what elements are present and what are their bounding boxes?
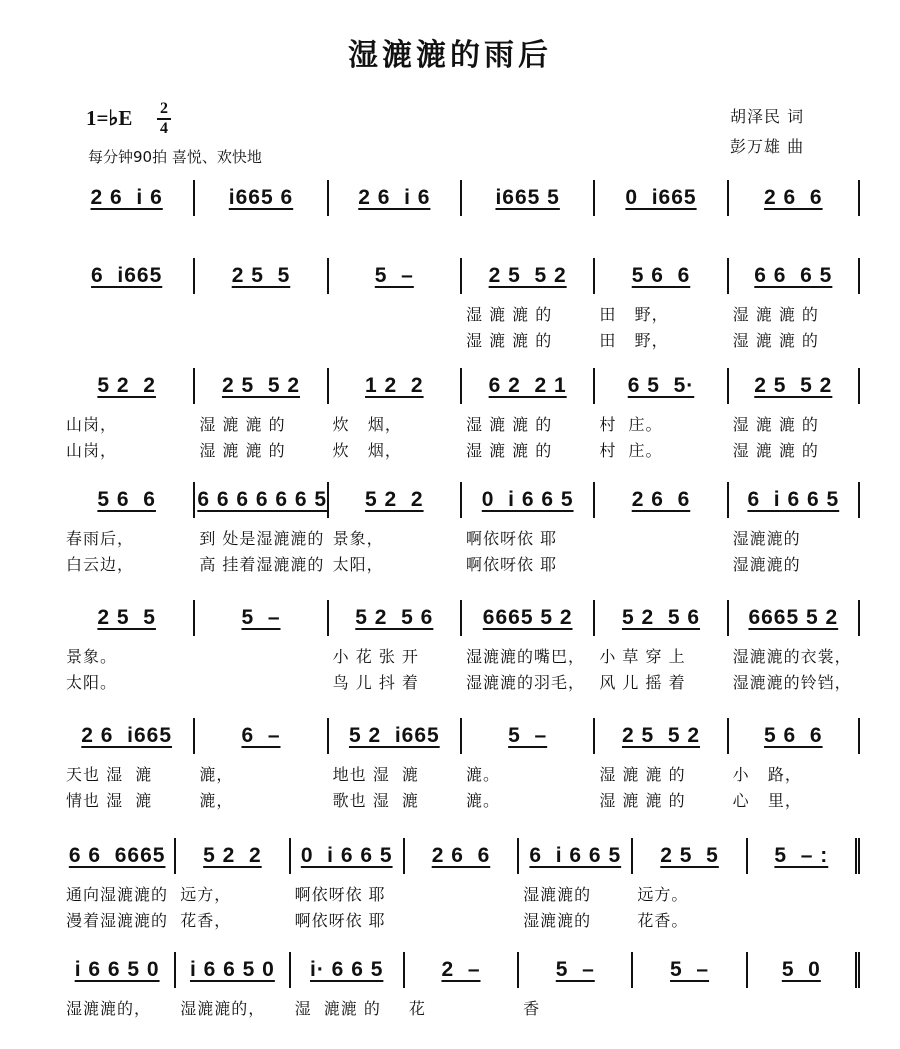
measure — [727, 180, 860, 216]
lyric-text: 小 草 穿 上 — [599, 647, 686, 666]
lyrics-verse-1 — [60, 996, 868, 1018]
measure-notes: 5 6 6 — [97, 488, 156, 511]
measure — [727, 258, 860, 294]
lyric-text: 花香。 — [637, 911, 689, 930]
measure — [193, 718, 326, 754]
lyric-text: 湿漉漉的铃铛， — [732, 673, 852, 692]
measure-notes: 5 – — [374, 264, 414, 287]
lyric-text: 村 庄。 — [599, 441, 663, 460]
measure-notes: 6 6 6665 — [68, 844, 166, 867]
measure — [460, 180, 593, 216]
lyrics-verse-1 — [60, 412, 868, 434]
lyric-text: 啊依呀依 耶 — [466, 555, 558, 574]
measure — [60, 952, 174, 988]
lyric-text: 山岗， — [66, 415, 118, 434]
measure — [60, 838, 174, 874]
lyric-text: 湿 漉 漉 的 — [466, 305, 553, 324]
lyric-text: 湿 漉 漉 的 — [466, 331, 553, 350]
measure-notes: 0 i 6 6 5 — [300, 844, 393, 867]
measure — [193, 258, 326, 294]
measure-notes: i665 5 — [495, 186, 560, 209]
time-sig-bottom: 4 — [160, 120, 168, 137]
lyric-text: 湿 漉 漉 的 — [466, 415, 553, 434]
measure — [460, 482, 593, 518]
measure — [289, 838, 403, 874]
lyric-text: 地也 湿 漉 — [332, 765, 419, 784]
measure — [631, 838, 745, 874]
lyric-text: 小 花 张 开 — [332, 647, 419, 666]
lyric-text: 景象， — [332, 529, 384, 548]
measure — [193, 482, 326, 518]
measure — [327, 718, 460, 754]
measure-notes: 5 2 2 — [97, 374, 156, 397]
measure-notes: 6 5 5· — [627, 374, 695, 397]
measure-notes: 5 6 6 — [764, 724, 823, 747]
measure-notes: 5 – — [555, 958, 595, 981]
measure-notes: 2 5 5 2 — [754, 374, 833, 397]
measure — [460, 368, 593, 404]
measure — [593, 482, 726, 518]
lyric-text: 山岗， — [66, 441, 118, 460]
measure-notes: 0 i 6 6 5 — [481, 488, 574, 511]
lyric-text: 漫着湿漉漉的 — [66, 911, 169, 930]
lyric-text: 太阳。 — [66, 673, 118, 692]
measure-notes: 6 i 6 6 5 — [529, 844, 622, 867]
measure-notes: 2 6 i 6 — [90, 186, 163, 209]
lyric-text: 高 挂着湿漉漉的 — [199, 555, 325, 574]
measure-notes: 6 6 6 6 6 6 5 — [197, 488, 328, 511]
lyrics-verse-1 — [60, 526, 868, 548]
measure — [403, 838, 517, 874]
lyric-text: 湿漉漉的 — [523, 911, 592, 930]
measure-notes: 2 6 6 — [431, 844, 491, 867]
notes-row — [60, 600, 868, 640]
lyric-text: 远方。 — [637, 885, 689, 904]
lyric-text: 湿 漉 漉 的 — [599, 765, 686, 784]
lyrics-verse-2 — [60, 670, 868, 692]
measure-notes: 1 2 2 — [365, 374, 424, 397]
measure — [727, 482, 860, 518]
measure — [327, 258, 460, 294]
time-signature — [157, 100, 171, 138]
measure — [593, 600, 726, 636]
lyric-text: 啊依呀依 耶 — [294, 911, 386, 930]
lyric-text: 湿漉漉的， — [66, 999, 152, 1018]
measure-notes: 6 2 2 1 — [488, 374, 567, 397]
measure-notes: 2 5 5 — [231, 264, 291, 287]
measure — [460, 600, 593, 636]
measure-notes: 5 2 2 — [203, 844, 262, 867]
lyric-text: 花香， — [180, 911, 232, 930]
lyric-text: 田 野， — [599, 331, 669, 350]
composer-credit: 彭万雄 曲 — [730, 137, 805, 156]
lyric-text: 到 处是湿漉漉的 — [199, 529, 325, 548]
lyric-text: 湿漉漉的 — [523, 885, 592, 904]
lyrics-verse-1 — [60, 762, 868, 784]
measure — [727, 718, 860, 754]
lyric-text: 花 — [408, 999, 426, 1018]
lyric-text: 白云边， — [66, 555, 135, 574]
measure-notes: 5 0 — [781, 958, 821, 981]
measure-notes: i665 6 — [228, 186, 294, 209]
measure — [746, 838, 860, 874]
measure — [289, 952, 403, 988]
lyric-text: 湿 漉 漉 的 — [199, 415, 286, 434]
tempo-marking: 每分钟90拍 喜悦、欢快地 — [88, 148, 262, 166]
measure — [746, 952, 860, 988]
notes-row — [60, 838, 868, 878]
lyric-text: 湿漉漉的 — [732, 555, 801, 574]
measure — [460, 718, 593, 754]
measure-notes: 5 – — [241, 606, 281, 629]
measure-notes: 5 2 5 6 — [621, 606, 701, 629]
measure-notes: i 6 6 5 0 — [74, 958, 160, 981]
lyric-text: 心 里， — [732, 791, 802, 810]
lyrics-verse-1 — [60, 644, 868, 666]
measure-notes: 6 – — [241, 724, 281, 747]
lyrics-verse-1 — [60, 882, 868, 904]
lyric-text: 香 — [523, 999, 541, 1018]
lyric-text: 天也 湿 漉 — [66, 765, 153, 784]
measure — [403, 952, 517, 988]
lyric-text: 湿漉漉的， — [180, 999, 266, 1018]
measure — [60, 258, 193, 294]
measure — [517, 952, 631, 988]
measure-notes: 2 6 i 6 — [358, 186, 431, 209]
measure — [517, 838, 631, 874]
lyric-text: 湿漉漉的 — [732, 529, 801, 548]
time-sig-top: 2 — [160, 100, 168, 117]
measure-notes: 2 6 i665 — [81, 724, 173, 747]
measure-notes: 2 5 5 2 — [221, 374, 301, 397]
lyrics-verse-2 — [60, 438, 868, 460]
measure — [631, 952, 745, 988]
lyrics-verse-1 — [60, 302, 868, 324]
lyrics-verse-2 — [60, 788, 868, 810]
measure-notes: 6 i665 — [91, 264, 163, 287]
lyric-text: 漉。 — [466, 765, 501, 784]
lyric-text: 通向湿漉漉的 — [66, 885, 169, 904]
lyric-text: 田 野， — [599, 305, 669, 324]
measure-notes: 5 2 i665 — [348, 724, 440, 747]
measure — [60, 180, 193, 216]
lyric-text: 湿 漉 漉 的 — [732, 415, 819, 434]
key-signature: 1=♭E — [86, 106, 133, 130]
lyric-text: 炊 烟， — [332, 415, 402, 434]
measure-notes: 2 5 5 — [660, 844, 719, 867]
measure — [593, 258, 726, 294]
measure — [60, 368, 193, 404]
lyric-text: 湿 漉 漉 的 — [732, 305, 819, 324]
lyric-text: 湿 漉 漉 的 — [732, 331, 819, 350]
measure — [60, 600, 193, 636]
measure — [327, 368, 460, 404]
lyric-text: 炊 烟， — [332, 441, 402, 460]
notes-row — [60, 718, 868, 758]
lyric-text: 漉， — [199, 765, 234, 784]
measure-notes: i· 6 6 5 — [310, 958, 384, 981]
lyric-text: 情也 湿 漉 — [66, 791, 153, 810]
measure — [60, 482, 193, 518]
measure-notes: 5 2 2 — [365, 488, 424, 511]
measure-notes: 2 – — [441, 958, 481, 981]
lyric-text: 漉。 — [466, 791, 501, 810]
measure — [460, 258, 593, 294]
measure — [727, 600, 860, 636]
lyric-text: 湿 漉 漉 的 — [732, 441, 819, 460]
lyric-text: 湿 漉 漉 的 — [599, 791, 686, 810]
lyric-text: 啊依呀依 耶 — [294, 885, 386, 904]
measure-notes: 5 2 5 6 — [355, 606, 434, 629]
measure-notes: 0 i665 — [625, 186, 697, 209]
measure — [593, 368, 726, 404]
lyricist-credit: 胡泽民 词 — [730, 107, 805, 126]
measure-notes: 5 – — [508, 724, 548, 747]
measure-notes: 5 – : — [774, 844, 829, 867]
lyric-text: 鸟 儿 抖 着 — [332, 673, 419, 692]
lyric-text: 春雨后， — [66, 529, 135, 548]
measure — [327, 482, 460, 518]
measure — [60, 718, 193, 754]
lyric-text: 湿 漉 漉 的 — [199, 441, 286, 460]
measure — [327, 600, 460, 636]
measure-notes: 5 – — [670, 958, 710, 981]
lyric-text: 湿漉漉的衣裳， — [732, 647, 852, 666]
lyric-text: 村 庄。 — [599, 415, 663, 434]
notes-row — [60, 952, 868, 992]
lyrics-verse-2 — [60, 908, 868, 930]
lyric-text: 湿 漉 漉 的 — [466, 441, 553, 460]
measure-notes: 2 6 6 — [631, 488, 691, 511]
measure-notes: 2 5 5 2 — [488, 264, 567, 287]
measure — [327, 180, 460, 216]
measure-notes: 5 6 6 — [631, 264, 691, 287]
lyric-text: 漉， — [199, 791, 234, 810]
measure — [193, 180, 326, 216]
measure — [193, 368, 326, 404]
notes-row — [60, 368, 868, 408]
lyric-text: 啊依呀依 耶 — [466, 529, 558, 548]
measure — [593, 180, 726, 216]
measure-notes: 6 i 6 6 5 — [747, 488, 840, 511]
lyric-text: 小 路， — [732, 765, 802, 784]
measure-notes: 6665 5 2 — [748, 606, 839, 629]
lyrics-verse-2 — [60, 552, 868, 574]
lyric-text: 湿 漉漉 的 — [294, 999, 381, 1018]
measure — [174, 838, 288, 874]
measure — [174, 952, 288, 988]
lyric-text: 湿漉漉的羽毛， — [466, 673, 586, 692]
measure-notes: 2 5 5 2 — [621, 724, 701, 747]
song-title: 湿漉漉的雨后 — [348, 38, 552, 73]
lyric-text: 景象。 — [66, 647, 118, 666]
measure-notes: 6 6 6 5 — [754, 264, 833, 287]
notes-row — [60, 482, 868, 522]
notes-row — [60, 258, 868, 298]
lyric-text: 歌也 湿 漉 — [332, 791, 419, 810]
measure-notes: 2 5 5 — [97, 606, 156, 629]
lyric-text: 太阳， — [332, 555, 384, 574]
measure — [593, 718, 726, 754]
lyric-text: 风 儿 摇 着 — [599, 673, 686, 692]
measure — [727, 368, 860, 404]
lyric-text: 湿漉漉的嘴巴， — [466, 647, 586, 666]
measure-notes: i 6 6 5 0 — [189, 958, 275, 981]
measure — [193, 600, 326, 636]
lyric-text: 远方， — [180, 885, 232, 904]
measure-notes: 6665 5 2 — [482, 606, 573, 629]
lyrics-verse-2 — [60, 328, 868, 350]
measure-notes: 2 6 6 — [764, 186, 823, 209]
notes-row — [60, 180, 868, 220]
